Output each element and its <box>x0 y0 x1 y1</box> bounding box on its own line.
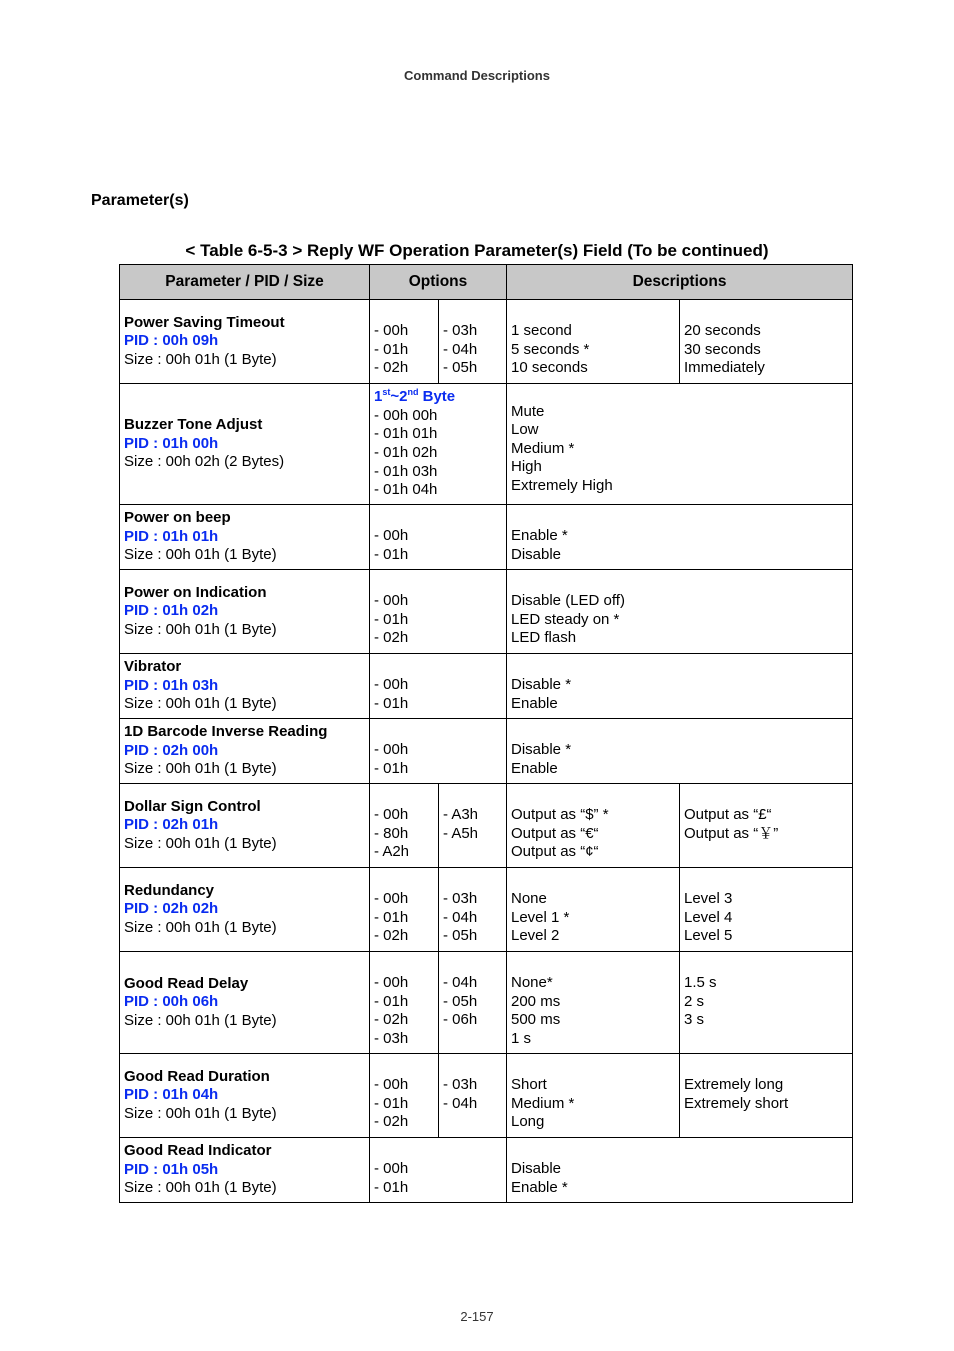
description-value: Output as “$” * <box>511 806 609 823</box>
options-cell <box>370 384 507 505</box>
param-cell <box>120 1054 370 1138</box>
option-value: - 01h 03h <box>374 462 438 480</box>
description-value: Extremely long <box>684 1076 784 1093</box>
description-cell <box>507 784 680 868</box>
description-cell-2 <box>680 1054 853 1138</box>
param-name: Power Saving Timeout <box>124 313 285 331</box>
description-cell <box>507 868 680 952</box>
option-value: - A3h <box>443 806 479 823</box>
option-value: - 02h <box>374 359 409 377</box>
param-name: Good Read Indicator <box>124 1142 272 1160</box>
options-cell <box>370 952 439 1054</box>
options-cell <box>370 505 507 570</box>
option-value: - 02h <box>374 629 409 647</box>
byte-number: 1 <box>374 388 383 406</box>
description-cell-2 <box>680 300 853 384</box>
option-value: - 01h <box>374 1178 409 1196</box>
param-name: Good Read Delay <box>124 974 249 992</box>
description-value: None* <box>511 974 553 991</box>
option-value: - 05h <box>443 359 478 377</box>
option-value: - 00h <box>374 741 409 758</box>
description-value: Enable <box>511 694 558 712</box>
param-name: Power on beep <box>124 509 231 527</box>
description-value: Extremely High <box>511 476 613 494</box>
param-pid: PID : 01h 04h <box>124 1086 219 1104</box>
description-value: 10 seconds <box>511 359 588 377</box>
byte-separator: ~2 <box>390 388 408 406</box>
param-cell <box>120 952 370 1054</box>
option-value: - 05h <box>443 927 478 945</box>
param-name: Vibrator <box>124 658 182 676</box>
option-value: - 00h <box>374 890 409 907</box>
option-value: - 04h <box>443 908 478 926</box>
param-pid: PID : 01h 02h <box>124 602 219 620</box>
description-value: Disable (LED off) <box>511 592 625 609</box>
options-cell-2 <box>439 952 507 1054</box>
description-value: Level 1 * <box>511 908 570 926</box>
description-value: Enable * <box>511 1178 568 1196</box>
option-value: - 06h <box>443 1011 478 1029</box>
param-cell <box>120 570 370 654</box>
param-pid: PID : 02h 01h <box>124 816 219 834</box>
description-cell-2 <box>680 952 853 1054</box>
options-cell-2 <box>439 1054 507 1138</box>
param-cell <box>120 505 370 570</box>
description-value: 30 seconds <box>684 340 761 358</box>
description-value: 500 ms <box>511 1011 561 1029</box>
param-pid: PID : 01h 05h <box>124 1160 219 1178</box>
param-size: Size : 00h 01h (1 Byte) <box>124 918 277 936</box>
param-pid: PID : 00h 06h <box>124 993 219 1011</box>
option-value: - 01h <box>374 545 409 563</box>
table-caption: < Table 6-5-3 > Reply WF Operation Parameter(s) Field (To be continued) <box>185 241 769 260</box>
description-value: LED steady on * <box>511 610 620 628</box>
description-cell <box>507 570 853 654</box>
option-value: - 03h <box>443 1076 478 1093</box>
option-value: - 01h <box>374 992 409 1010</box>
options-cell <box>370 868 439 952</box>
param-size: Size : 00h 01h (1 Byte) <box>124 546 277 564</box>
param-cell <box>120 300 370 384</box>
options-cell-2 <box>439 868 507 952</box>
option-value: - A2h <box>374 843 410 861</box>
table-row <box>120 384 853 505</box>
options-cell-2 <box>439 300 507 384</box>
header-parameter: Parameter / PID / Size <box>120 265 370 300</box>
table-row <box>120 300 853 384</box>
option-value: - 01h <box>374 1094 409 1112</box>
option-value: - 03h <box>443 890 478 907</box>
description-value: Output as “￥” <box>684 824 779 842</box>
option-value: - 02h <box>374 1011 409 1029</box>
description-value: Disable <box>511 1160 562 1177</box>
param-cell <box>120 1138 370 1203</box>
description-value: Extremely short <box>684 1094 789 1112</box>
description-cell <box>507 1054 680 1138</box>
description-cell <box>507 300 680 384</box>
byte-word: Byte <box>418 388 456 406</box>
param-pid: PID : 02h 00h <box>124 741 219 759</box>
option-value: - 01h <box>374 610 409 628</box>
option-value: - 01h 01h <box>374 425 438 443</box>
option-value: - 00h <box>374 1160 409 1177</box>
header-descriptions: Descriptions <box>507 265 853 300</box>
description-value: Disable * <box>511 741 572 758</box>
param-size: Size : 00h 01h (1 Byte) <box>124 350 277 368</box>
section-title: Parameter(s) <box>91 192 189 209</box>
table-row <box>120 868 853 952</box>
options-cell <box>370 1054 439 1138</box>
options-cell <box>370 570 507 654</box>
table-row <box>120 1054 853 1138</box>
option-value: - 00h <box>374 527 409 544</box>
description-value: 200 ms <box>511 992 561 1010</box>
description-value: LED flash <box>511 629 577 647</box>
param-cell <box>120 719 370 784</box>
param-name: Redundancy <box>124 881 215 899</box>
options-cell-2 <box>439 784 507 868</box>
param-size: Size : 00h 01h (1 Byte) <box>124 620 277 638</box>
param-name: 1D Barcode Inverse Reading <box>124 723 328 741</box>
param-cell <box>120 868 370 952</box>
option-value: - 01h 02h <box>374 444 438 461</box>
description-cell <box>507 654 853 719</box>
option-value: - 00h <box>374 322 409 339</box>
param-size: Size : 00h 01h (1 Byte) <box>124 1104 277 1122</box>
description-value: 5 seconds * <box>511 340 590 358</box>
option-value: - 04h <box>443 1094 478 1112</box>
param-pid: PID : 01h 00h <box>124 434 219 452</box>
option-value: - 01h 04h <box>374 481 438 499</box>
option-value: - 00h <box>374 592 409 609</box>
page-number: 2-157 <box>460 1309 494 1324</box>
table-header-row <box>120 265 853 300</box>
description-value: 1 s <box>511 1029 532 1047</box>
description-value: Level 5 <box>684 927 733 945</box>
option-value: - A5h <box>443 824 479 842</box>
description-value: None <box>511 890 547 907</box>
options-cell <box>370 300 439 384</box>
description-value: Low <box>511 421 539 439</box>
option-value: - 02h <box>374 1113 409 1131</box>
param-size: Size : 00h 01h (1 Byte) <box>124 1179 277 1197</box>
description-value: Level 2 <box>511 927 560 945</box>
param-size: Size : 00h 01h (1 Byte) <box>124 834 277 852</box>
param-name: Power on Indication <box>124 583 267 601</box>
running-header: Command Descriptions <box>404 68 550 83</box>
param-name: Good Read Duration <box>124 1067 270 1085</box>
description-value: High <box>511 458 542 476</box>
ordinal-suffix: st <box>382 387 391 398</box>
option-value: - 03h <box>374 1029 409 1047</box>
param-pid: PID : 01h 03h <box>124 676 219 694</box>
description-value: Level 4 <box>684 908 733 926</box>
options-cell <box>370 719 507 784</box>
param-cell <box>120 384 370 505</box>
description-value: Output as “¢“ <box>511 843 599 861</box>
option-value: - 05h <box>443 992 478 1010</box>
param-pid: PID : 00h 09h <box>124 332 219 350</box>
param-size: Size : 00h 02h (2 Bytes) <box>124 453 285 471</box>
param-size: Size : 00h 01h (1 Byte) <box>124 695 277 713</box>
description-value: Enable * <box>511 527 568 544</box>
table-row <box>120 719 853 784</box>
param-size: Size : 00h 01h (1 Byte) <box>124 1011 277 1029</box>
option-value: - 01h <box>374 694 409 712</box>
description-value: Medium * <box>511 439 575 457</box>
option-value: - 02h <box>374 927 409 945</box>
description-value: Disable * <box>511 676 572 693</box>
param-name: Buzzer Tone Adjust <box>124 416 263 434</box>
description-cell <box>507 505 853 570</box>
description-value: Short <box>511 1076 547 1093</box>
option-value: - 04h <box>443 340 478 358</box>
option-value: - 01h <box>374 908 409 926</box>
description-cell-2 <box>680 868 853 952</box>
param-cell <box>120 654 370 719</box>
table-row <box>120 654 853 719</box>
description-spacer <box>511 384 848 403</box>
description-cell <box>507 719 853 784</box>
description-value: Mute <box>511 402 545 420</box>
byte-range-label <box>374 388 502 407</box>
description-value: 1.5 s <box>684 974 717 991</box>
description-cell-2 <box>680 784 853 868</box>
description-value: Level 3 <box>684 890 733 907</box>
description-value: 20 seconds <box>684 322 761 339</box>
option-value: - 04h <box>443 974 478 991</box>
param-name: Dollar Sign Control <box>124 797 261 815</box>
option-value: - 00h <box>374 974 409 991</box>
parameter-table <box>119 264 853 1203</box>
description-value: Disable <box>511 545 562 563</box>
param-pid: PID : 02h 02h <box>124 900 219 918</box>
table-row <box>120 570 853 654</box>
option-value: - 00h <box>374 806 409 823</box>
option-value: - 00h <box>374 1076 409 1093</box>
option-value: - 00h 00h <box>374 406 438 424</box>
table-row <box>120 952 853 1054</box>
description-value: Medium * <box>511 1094 575 1112</box>
param-size: Size : 00h 01h (1 Byte) <box>124 760 277 778</box>
description-value: Enable <box>511 759 558 777</box>
options-cell <box>370 784 439 868</box>
description-value: 1 second <box>511 322 572 339</box>
ordinal-suffix: nd <box>407 387 419 398</box>
option-value: - 03h <box>443 322 478 339</box>
table-row <box>120 505 853 570</box>
option-value: - 01h <box>374 759 409 777</box>
table-row <box>120 1138 853 1203</box>
description-value: 2 s <box>684 992 705 1010</box>
param-pid: PID : 01h 01h <box>124 527 219 545</box>
options-cell <box>370 654 507 719</box>
description-value: Output as “€“ <box>511 824 599 842</box>
description-cell <box>507 952 680 1054</box>
description-value: 3 s <box>684 1011 705 1029</box>
option-value: - 01h <box>374 340 409 358</box>
options-cell <box>370 1138 507 1203</box>
description-value: Immediately <box>684 359 765 377</box>
param-cell <box>120 784 370 868</box>
description-value: Output as “£“ <box>684 806 772 823</box>
description-cell <box>507 1138 853 1203</box>
option-value: - 00h <box>374 676 409 693</box>
description-value: Long <box>511 1113 545 1131</box>
table-row <box>120 784 853 868</box>
header-options: Options <box>370 265 507 300</box>
description-cell <box>507 384 853 505</box>
option-value: - 80h <box>374 824 409 842</box>
